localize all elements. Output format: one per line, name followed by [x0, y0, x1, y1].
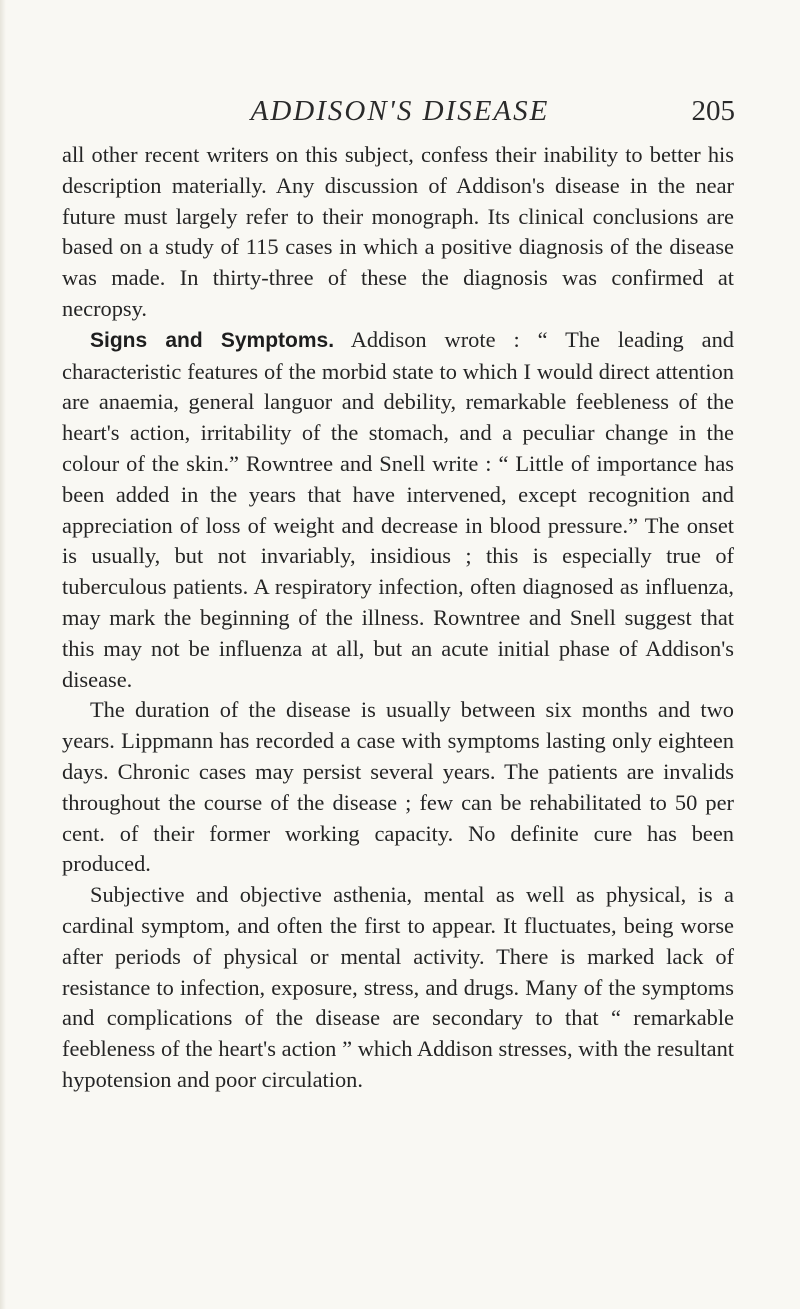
- section-heading-signs-and-symptoms: Signs and Symptoms.: [90, 328, 335, 352]
- running-head: [0, 95, 800, 135]
- paragraph-2: [62, 325, 734, 696]
- paragraph-1: all other recent writers on this subject, confess their inability to better his description materially. Any discussion of Addison's disease in the near future must largely refer to their monograph. Its clinical conclusions are based on a study of 115 cases in which a positive diagnosis of the disease was made. In thirty-three of these the diagnosis was confirmed at necropsy.: [62, 142, 734, 321]
- running-title: ADDISON'S DISEASE: [250, 95, 550, 127]
- page-number: 205: [691, 95, 735, 127]
- page-edge-shadow: [0, 0, 6, 1309]
- paragraph-3: The duration of the disease is usually between six months and two years. Lippmann has recorded a case with symptoms lasting only eighteen days. Chronic cases may persist several years. The patients are invalids throughout the course of the disease ; few can be rehabilitated to 50 per cent. of their former working capacity. No definite cure has been produced.: [62, 697, 734, 877]
- paragraph-4: Subjective and objective asthenia, mental as well as physical, is a cardinal symptom, and often the first to appear. It fluctuates, being worse after periods of physical or mental activity. There is marked lack of resistance to infection, exposure, stress, and drugs. Many of the symptoms and complications of the disease are secondary to that “ remarkable feebleness of the heart's action ” which Addison stresses, with the resultant hypotension and poor circulation.: [62, 882, 734, 1092]
- body-text: [62, 140, 734, 1096]
- paragraph-2-text: Addison wrote : “ The leading and characteristic features of the morbid state to which I would direct attention are anaemia, general languor and debility, remarkable feebleness of the heart's action, irritability of the stomach, and a peculiar change in the colour of the skin.” Rowntree and Snell write : “ Little of importance has been added in the years that have intervened, except recognition and appreciation of loss of weight and decrease in blood pressure.” The onset is usually, but not invariably, insidious ; this is especially true of tuberculous patients. A respiratory infection, often diagnosed as influenza, may mark the beginning of the illness. Rowntree and Snell suggest that this may not be influenza at all, but an acute initial phase of Addison's disease.: [62, 326, 734, 692]
